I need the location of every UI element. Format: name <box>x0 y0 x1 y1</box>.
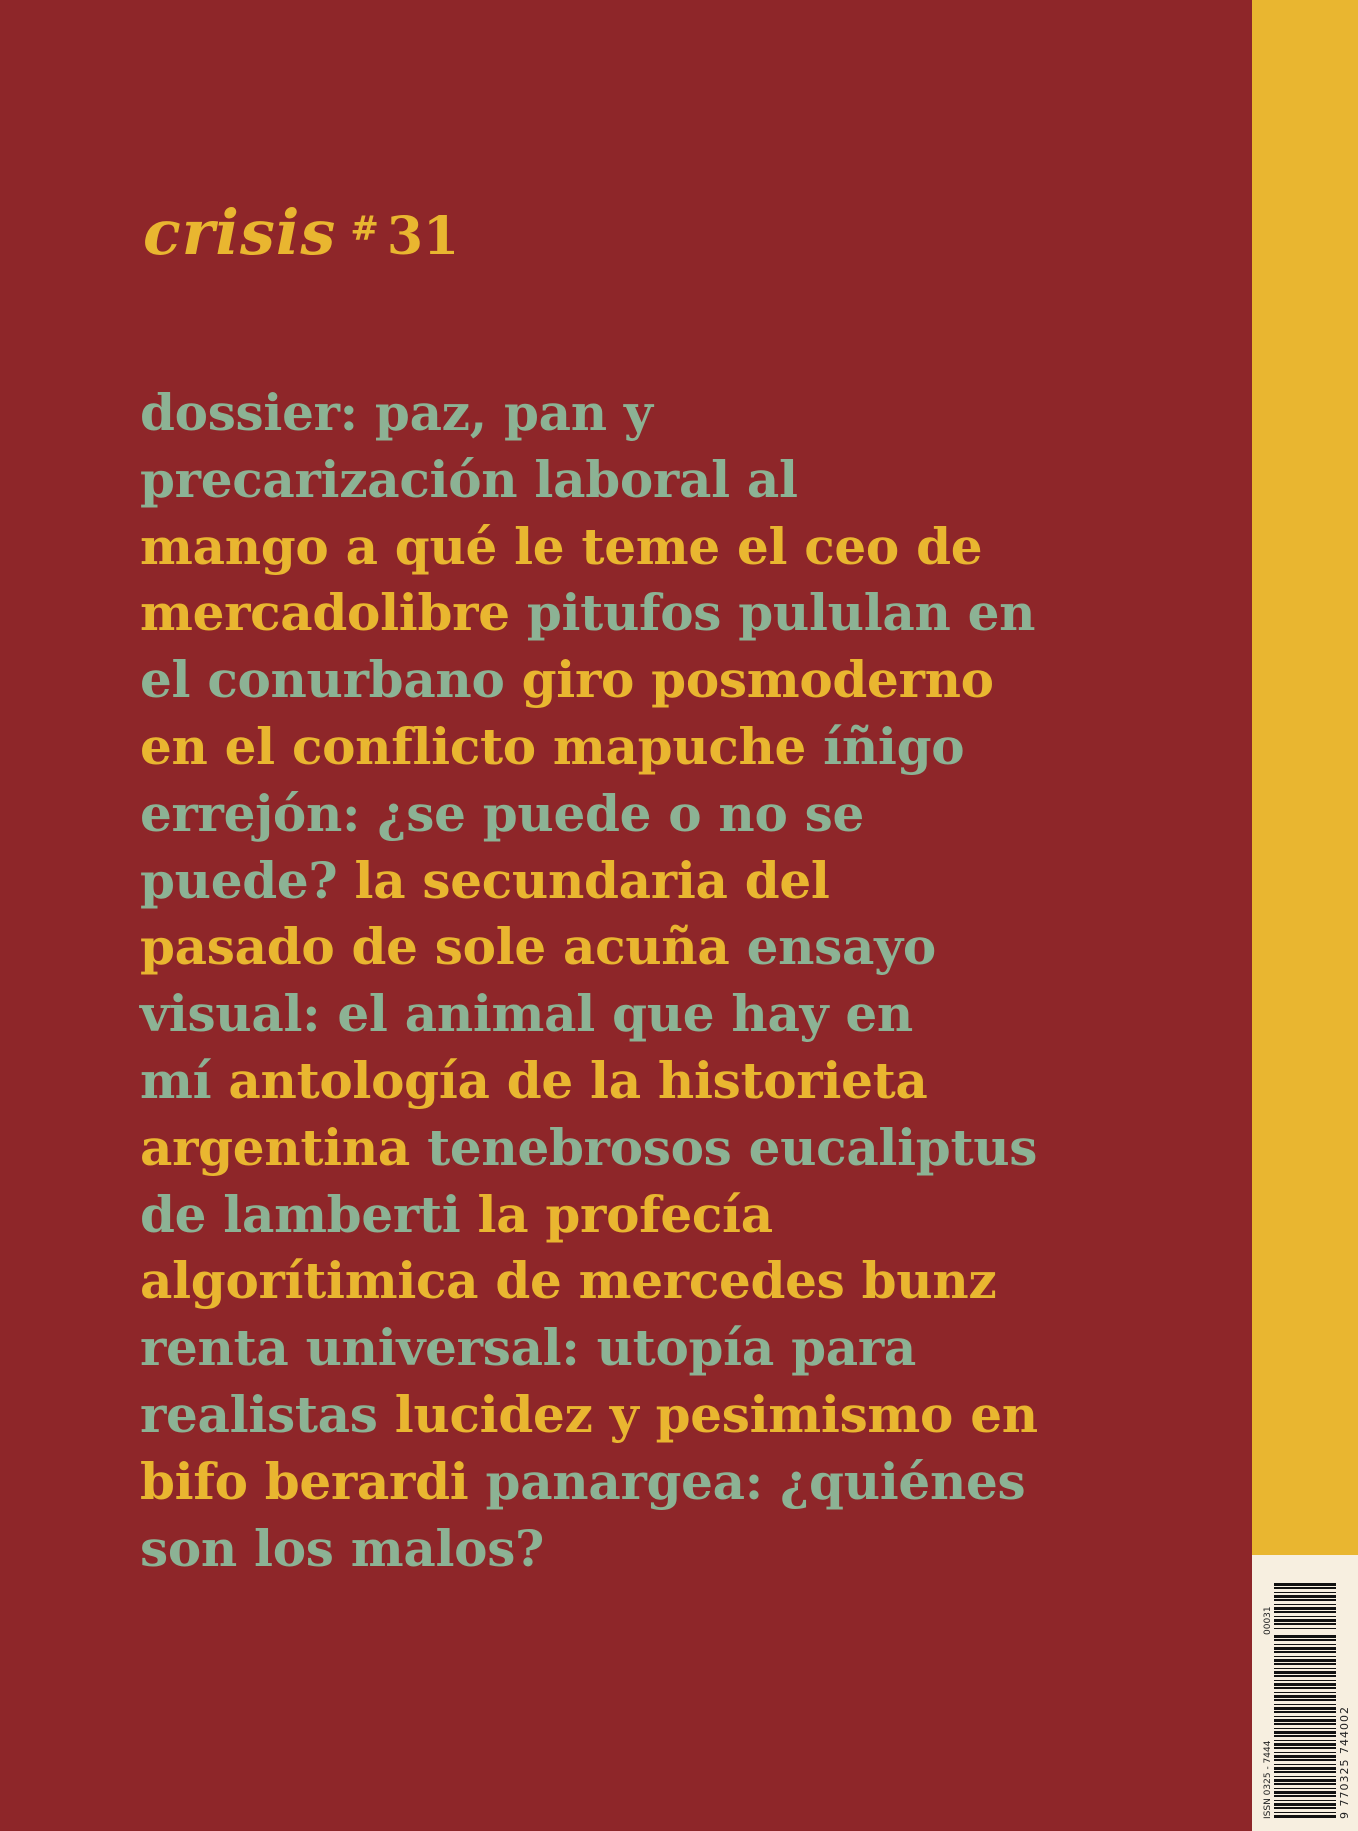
contents-segment: íñigo <box>823 716 965 776</box>
contents-segment: son los malos? <box>140 1518 545 1578</box>
contents-segment: el conurbano <box>140 650 522 710</box>
contents-segment: renta universal: utopía para <box>140 1318 916 1378</box>
contents-line <box>140 848 1100 915</box>
contents-line <box>140 580 1100 647</box>
contents-segment: giro posmoderno <box>521 650 994 710</box>
issue-hash: # <box>350 209 379 249</box>
contents-segment: ensayo <box>746 917 936 977</box>
contents-line <box>140 781 1100 848</box>
contents-segment: pasado de sole acuña <box>140 917 747 977</box>
issn-label: ISSN 0325 - 7444 <box>1263 1740 1273 1819</box>
contents-line <box>140 1382 1100 1449</box>
contents-segment: pitufos pululan en <box>526 583 1036 643</box>
contents-line <box>140 447 1100 514</box>
contents-segment: la profecía <box>477 1184 773 1244</box>
contents-segment: de lamberti <box>140 1184 478 1244</box>
contents-line <box>140 1182 1100 1249</box>
isbn-barcode-bars <box>1274 1635 1336 1819</box>
contents-line <box>140 1516 1100 1583</box>
contents-segment: mí <box>140 1050 229 1110</box>
contents-segment: dossier: paz, pan y <box>140 383 653 442</box>
contents-segment: errejón: ¿se puede o no se <box>140 783 864 843</box>
contents-line <box>140 647 1100 714</box>
contents-line <box>140 914 1100 981</box>
contents-segment: precarización laboral al <box>140 449 798 509</box>
masthead <box>143 196 459 269</box>
contents-line <box>140 1315 1100 1382</box>
contents-line <box>140 1048 1100 1115</box>
contents-segment: puede? <box>140 850 355 910</box>
contents-line <box>140 1115 1100 1182</box>
contents-line <box>140 981 1100 1048</box>
spine-stripe <box>1252 0 1358 1555</box>
issue-number: 31 <box>386 206 460 267</box>
issue-barcode-bars <box>1274 1583 1336 1629</box>
contents-segment: algorítimica de mercedes bunz <box>140 1251 997 1311</box>
contents-segment: en el conflicto mapuche <box>140 716 824 776</box>
contents-segment: mango a qué le teme el ceo de <box>140 516 983 576</box>
contents-segment: lucidez y pesimismo en <box>394 1384 1038 1444</box>
contents-segment: visual: el animal que hay en <box>140 984 913 1044</box>
contents-line <box>140 380 1100 447</box>
contents-segment: la secundaria del <box>354 850 830 910</box>
contents-segment: argentina <box>140 1117 428 1177</box>
contents-segment: realistas <box>140 1384 395 1444</box>
contents-line <box>140 1449 1100 1516</box>
contents-segment: bifo berardi <box>140 1451 486 1511</box>
magazine-name: crisis <box>143 196 337 269</box>
barcode <box>1258 1583 1352 1823</box>
contents-line <box>140 714 1100 781</box>
contents-segment: panargea: ¿quiénes <box>485 1451 1026 1511</box>
barcode-digits: 9 770325 744002 <box>1338 1706 1351 1819</box>
issue-code-label: 00031 <box>1263 1606 1273 1635</box>
contents-segment: antología de la historieta <box>228 1050 928 1110</box>
contents-line <box>140 1248 1100 1315</box>
contents-line <box>140 514 1100 581</box>
contents-segment: tenebrosos eucaliptus <box>427 1117 1038 1177</box>
contents-list <box>140 380 1100 1582</box>
contents-segment: mercadolibre <box>140 583 527 643</box>
